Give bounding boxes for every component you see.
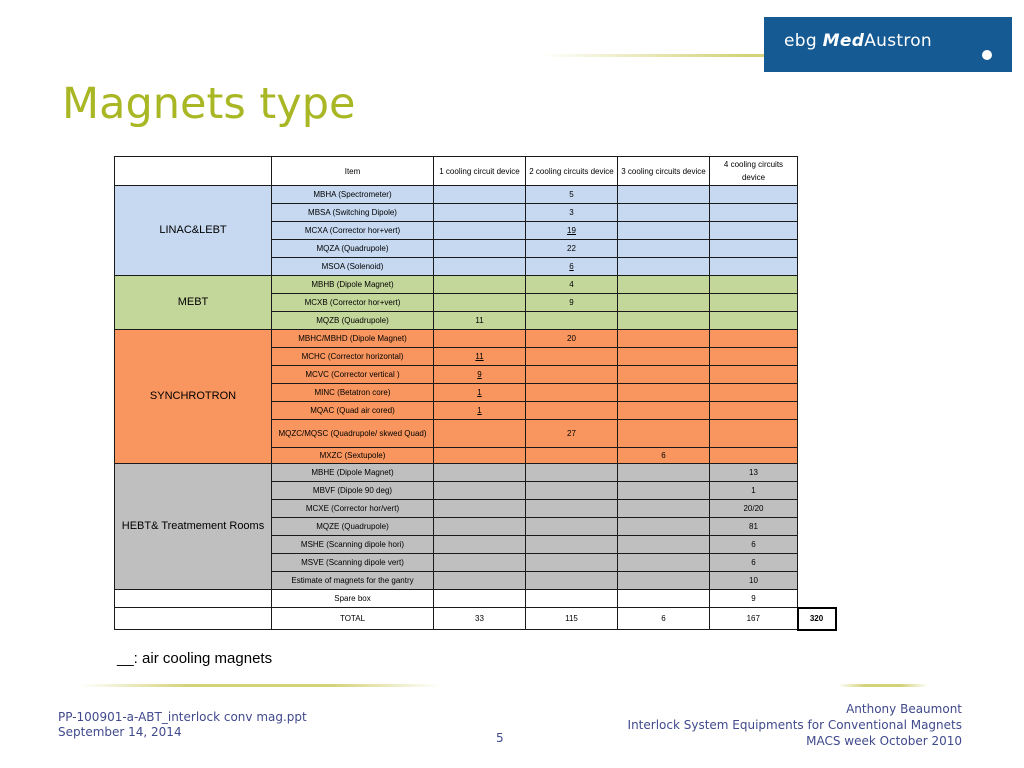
- value-cell: 3: [526, 204, 618, 222]
- value-cell: [618, 366, 710, 384]
- value-cell: 6: [710, 554, 798, 572]
- value-cell: [710, 448, 798, 464]
- footer-file: PP-100901-a-ABT_interlock conv mag.ppt: [58, 710, 307, 724]
- value-cell: [526, 348, 618, 366]
- value-cell: 4: [526, 276, 618, 294]
- value-cell: [434, 294, 526, 312]
- header-cell-group: [115, 157, 272, 186]
- value-cell: [710, 222, 798, 240]
- group-cell-mebt: MEBT: [115, 276, 272, 330]
- value-cell: [618, 464, 710, 482]
- value-cell: [526, 482, 618, 500]
- value-cell: [710, 402, 798, 420]
- value-cell: [618, 500, 710, 518]
- value-cell: [434, 448, 526, 464]
- value-cell: 20: [526, 330, 618, 348]
- total-1-circuit: 33: [434, 608, 526, 630]
- value-cell: [434, 258, 526, 276]
- item-cell: MQZE (Quadrupole): [272, 518, 434, 536]
- value-cell: [526, 590, 618, 608]
- value-cell: [618, 330, 710, 348]
- value-cell: [710, 348, 798, 366]
- value-cell: [710, 276, 798, 294]
- item-cell: MBSA (Switching Dipole): [272, 204, 434, 222]
- table-row: [115, 186, 836, 204]
- header-cell-2-circuits: 2 cooling circuits device: [526, 157, 618, 186]
- value-cell: [710, 186, 798, 204]
- value-cell: [526, 554, 618, 572]
- footer-date: September 14, 2014: [58, 725, 182, 739]
- item-cell: MXZC (Sextupole): [272, 448, 434, 464]
- value-cell: [618, 384, 710, 402]
- item-cell: MSOA (Solenoid): [272, 258, 434, 276]
- table-row: [115, 590, 836, 608]
- item-cell: MSHE (Scanning dipole hori): [272, 536, 434, 554]
- value-cell-air-cooled: 1: [434, 384, 526, 402]
- item-cell: MINC (Betatron core): [272, 384, 434, 402]
- value-cell: [618, 186, 710, 204]
- value-cell: [434, 222, 526, 240]
- value-cell-air-cooled: 9: [434, 366, 526, 384]
- item-cell: MCXE (Corrector hor/vert): [272, 500, 434, 518]
- header-cell-1-circuit: 1 cooling circuit device: [434, 157, 526, 186]
- value-cell: [618, 402, 710, 420]
- value-cell: [526, 464, 618, 482]
- value-cell: 20/20: [710, 500, 798, 518]
- group-cell-hebt: HEBT& Treatmement Rooms: [115, 464, 272, 590]
- value-cell: [618, 590, 710, 608]
- value-cell: [618, 222, 710, 240]
- value-cell: 9: [710, 590, 798, 608]
- value-cell: 11: [434, 312, 526, 330]
- value-cell: [710, 204, 798, 222]
- value-cell: [526, 312, 618, 330]
- value-cell: [434, 204, 526, 222]
- item-cell: MBHA (Spectrometer): [272, 186, 434, 204]
- legend-note: __: air cooling magnets: [117, 650, 273, 667]
- value-cell: 1: [710, 482, 798, 500]
- footer-subject: Interlock System Equipments for Conventional Magnets: [627, 718, 962, 732]
- value-cell: [434, 240, 526, 258]
- value-cell: [526, 366, 618, 384]
- value-cell: [434, 554, 526, 572]
- value-cell: [618, 554, 710, 572]
- page-number: 5: [496, 731, 504, 745]
- value-cell: [710, 420, 798, 448]
- item-cell: MBVF (Dipole 90 deg): [272, 482, 434, 500]
- value-cell: [434, 536, 526, 554]
- value-cell: [618, 348, 710, 366]
- group-cell-linac-lebt: LINAC&LEBT: [115, 186, 272, 276]
- item-cell: MBHB (Dipole Magnet): [272, 276, 434, 294]
- value-cell: 81: [710, 518, 798, 536]
- value-cell: [618, 518, 710, 536]
- value-cell-air-cooled: 11: [434, 348, 526, 366]
- table-row: [115, 464, 836, 482]
- value-cell: [526, 536, 618, 554]
- value-cell: [618, 240, 710, 258]
- value-cell: [434, 464, 526, 482]
- total-row: [115, 608, 836, 630]
- slide-title: Magnets type: [62, 79, 356, 129]
- value-cell: [618, 276, 710, 294]
- item-cell: MCVC (Corrector vertical ): [272, 366, 434, 384]
- value-cell: [618, 312, 710, 330]
- value-cell: [618, 258, 710, 276]
- logo-text: ebg MedAustron: [784, 31, 933, 51]
- value-cell: 22: [526, 240, 618, 258]
- value-cell: [710, 312, 798, 330]
- total-label: TOTAL: [272, 608, 434, 630]
- value-cell: [434, 186, 526, 204]
- value-cell: [710, 330, 798, 348]
- footer-event: MACS week October 2010: [806, 734, 962, 748]
- value-cell: 13: [710, 464, 798, 482]
- value-cell: 9: [526, 294, 618, 312]
- item-cell: MCXA (Corrector hor+vert): [272, 222, 434, 240]
- value-cell: [434, 330, 526, 348]
- header-cell-3-circuits: 3 cooling circuits device: [618, 157, 710, 186]
- value-cell: [526, 500, 618, 518]
- value-cell: [618, 482, 710, 500]
- value-cell: [618, 204, 710, 222]
- value-cell: [618, 536, 710, 554]
- footer-divider-right: [838, 684, 928, 687]
- group-cell-empty: [115, 608, 272, 630]
- item-cell: MQZC/MQSC (Quadrupole/ skwed Quad): [272, 420, 434, 448]
- value-cell: [434, 572, 526, 590]
- item-cell: MQZB (Quadrupole): [272, 312, 434, 330]
- total-3-circuits: 6: [618, 608, 710, 630]
- item-cell: MQZA (Quadrupole): [272, 240, 434, 258]
- value-cell: [618, 294, 710, 312]
- total-2-circuits: 115: [526, 608, 618, 630]
- value-cell: [618, 420, 710, 448]
- footer-right: [628, 701, 962, 749]
- value-cell: [526, 448, 618, 464]
- value-cell: [434, 482, 526, 500]
- value-cell: 6: [710, 536, 798, 554]
- item-cell: MSVE (Scanning dipole vert): [272, 554, 434, 572]
- magnets-table: [114, 156, 837, 631]
- table-header-row: [115, 157, 836, 186]
- header-cell-item: Item: [272, 157, 434, 186]
- value-cell: 6: [618, 448, 710, 464]
- value-cell: [710, 294, 798, 312]
- value-cell-air-cooled: 6: [526, 258, 618, 276]
- value-cell: [434, 590, 526, 608]
- grand-total: 320: [798, 608, 836, 630]
- item-cell: MBHC/MBHD (Dipole Magnet): [272, 330, 434, 348]
- footer-left: [58, 710, 307, 740]
- value-cell: [710, 384, 798, 402]
- item-cell: MBHE (Dipole Magnet): [272, 464, 434, 482]
- value-cell: [434, 500, 526, 518]
- footer-divider-left: [80, 684, 440, 687]
- value-cell: [434, 518, 526, 536]
- value-cell: 27: [526, 420, 618, 448]
- item-cell: MCXB (Corrector hor+vert): [272, 294, 434, 312]
- value-cell: [618, 572, 710, 590]
- value-cell: [710, 366, 798, 384]
- value-cell: [710, 240, 798, 258]
- item-cell: Estimate of magnets for the gantry: [272, 572, 434, 590]
- header-cell-4-circuits: 4 cooling circuits device: [710, 157, 798, 186]
- table-row: [115, 330, 836, 348]
- value-cell: 10: [710, 572, 798, 590]
- footer-author: Anthony Beaumont: [846, 702, 962, 716]
- table-row: [115, 276, 836, 294]
- value-cell: [526, 384, 618, 402]
- logo-dot: [982, 50, 992, 60]
- item-cell: MQAC (Quad air cored): [272, 402, 434, 420]
- value-cell: [434, 276, 526, 294]
- value-cell-air-cooled: 1: [434, 402, 526, 420]
- value-cell: 5: [526, 186, 618, 204]
- value-cell: [526, 572, 618, 590]
- group-cell-synchrotron: SYNCHROTRON: [115, 330, 272, 464]
- group-cell-empty: [115, 590, 272, 608]
- total-4-circuits: 167: [710, 608, 798, 630]
- value-cell: [526, 518, 618, 536]
- value-cell: [434, 420, 526, 448]
- value-cell-air-cooled: 19: [526, 222, 618, 240]
- value-cell: [526, 402, 618, 420]
- item-cell: MCHC (Corrector horizontal): [272, 348, 434, 366]
- value-cell: [710, 258, 798, 276]
- item-cell: Spare box: [272, 590, 434, 608]
